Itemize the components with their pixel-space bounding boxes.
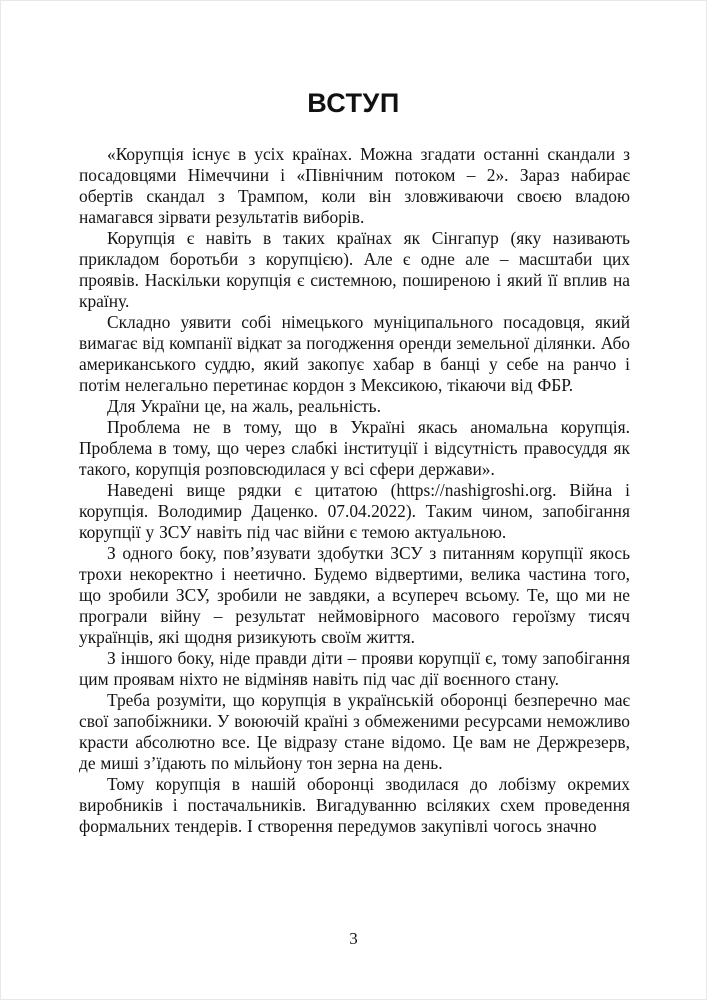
body-text xyxy=(79,144,630,837)
paragraph: З іншого боку, ніде правди діти – прояви корупції є, тому запобігання цим проявам ніхто не відміняв навіть під час дії воєнного стану. xyxy=(79,647,630,689)
paragraph: Корупція є навіть в таких країнах як Сінгапур (яку називають прикладом боротьби з корупцією). Але є одне але – масштаби цих проявів. Наскільки корупція є системною, поширеною і який її вплив на країну. xyxy=(79,227,630,311)
paragraph: З одного боку, пов’язувати здобутки ЗСУ з питанням корупції якось трохи некоректно і неетично. Будемо відвертими, велика частина того, що зробили ЗСУ, зробили не завдяки, а всупереч всьому. Те, що ми не програли війну – результат неймовірного масового героїзму тисяч українців, які щодня ризикують своїм життя. xyxy=(79,542,630,647)
paragraph: Складно уявити собі німецького муніципального посадовця, який вимагає від компанії відкат за погодження оренди земельної ділянки. Або американського суддю, який закопує хабар в банці у себе на ранчо і потім нелегально перетинає кордон з Мексикою, тікаючи від ФБР. xyxy=(79,311,630,395)
page-number: 3 xyxy=(349,929,358,948)
paragraph: Тому корупція в нашій оборонці зводилася до лобізму окремих виробників і постачальників. Вигадуванню всіляких схем проведення формальних тендерів. І створення передумов закупівлі чогось значно xyxy=(79,773,630,836)
paragraph: Для України це, на жаль, реальність. xyxy=(107,395,381,416)
paragraph: «Корупція існує в усіх країнах. Можна згадати останні скандали з посадовцями Німеччини і «Північним потоком – 2». Зараз набирає обертів скандал з Трампом, коли він зловживаючи своєю владою намагався зірвати результатів виборів. xyxy=(79,143,630,227)
paragraph: Наведені вище рядки є цитатою (https://nashigroshi.org. Війна і корупція. Володимир Даценко. 07.04.2022). Таким чином, запобігання корупції у ЗСУ навіть під час війни є темою актуальною. xyxy=(79,479,630,542)
paragraph: Треба розуміти, що корупція в українській оборонці безперечно має свої запобіжники. У воюючій країні з обмеженими ресурсами неможливо красти абсолютно все. Це відразу стане відомо. Це вам не Держрезерв, де миші з’їдають по мільйону тон зерна на день. xyxy=(79,689,630,773)
paragraph: Проблема не в тому, що в Україні якась аномальна корупція. Проблема в тому, що через слабкі інституції і відсутність правосуддя як такого, корупція розповсюдилася у всі сфери держави». xyxy=(79,416,630,479)
chapter-title: ВСТУП xyxy=(307,88,400,118)
